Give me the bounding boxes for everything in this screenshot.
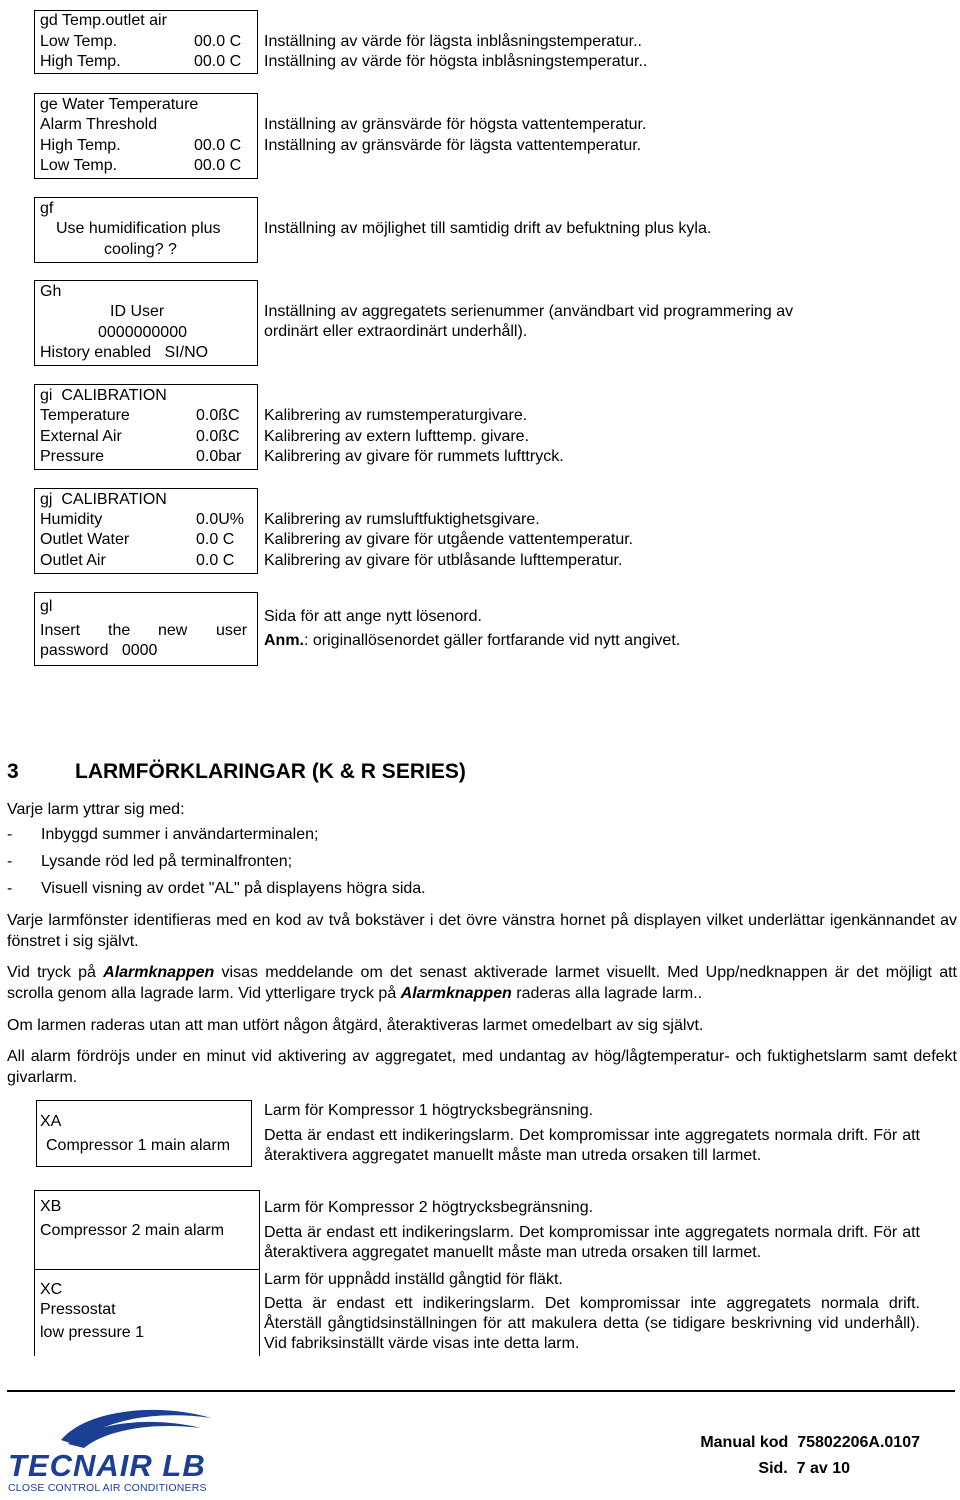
setting-description: Inställning av gränsvärde för högsta vattentemperatur. <box>264 116 647 133</box>
setting-label: Pressure <box>40 448 105 465</box>
setting-label: External Air <box>40 428 122 445</box>
setting-value: 0.0ßC <box>196 428 240 445</box>
box-line: History enabled SI/NO <box>40 344 209 361</box>
alarm-box-xa <box>36 1100 252 1167</box>
alarm-code: XA <box>40 1113 62 1130</box>
paragraph: Om larmen raderas utan att man utfört någon åtgärd, återaktiveras larmet omedelbart av sig självt. <box>7 1017 704 1034</box>
box-code: gf <box>40 200 54 217</box>
setting-description: Inställning av värde för högsta inblåsningstemperatur.. <box>264 53 648 70</box>
alarm-description: Larm för Kompressor 1 högtrycksbegränsning. <box>264 1102 594 1119</box>
setting-value: 0.0 C <box>196 552 235 569</box>
table-left-border <box>34 1190 35 1356</box>
paragraph: All alarm fördröjs under en minut vid aktivering av aggregatet, med undantag av hög/lågtemperatur- och fuktighetslarm samt defekt givarlarm. <box>7 1048 957 1086</box>
alarm-detail: Detta är endast ett indikeringslarm. Det kompromissar inte aggregatets normala drift. Återställ gångtidsinställningen för att makulera detta (se tidigare beskrivning vid underhåll). Vid fabriksinställt värde visas inte detta larm. <box>264 1295 920 1352</box>
box-title: ge Water Temperature <box>40 96 199 113</box>
setting-description: Kalibrering av givare för utgående vattentemperatur. <box>264 531 634 548</box>
setting-label: Humidity <box>40 511 103 528</box>
setting-description: Inställning av aggregatets serienummer (användbart vid programmering av <box>264 303 794 320</box>
box-code: gl <box>40 598 53 615</box>
setting-description: Inställning av gränsvärde för lägsta vattentemperatur. <box>264 137 642 154</box>
alarm-description: Larm för Kompressor 2 högtrycksbegränsning. <box>264 1199 594 1216</box>
setting-label: Temperature <box>40 407 130 424</box>
setting-value: 00.0 C <box>194 33 242 50</box>
setting-description: Kalibrering av rumsluftfuktighetsgivare. <box>264 511 540 528</box>
box-title: gi CALIBRATION <box>40 387 167 404</box>
box-line: new <box>158 622 188 639</box>
box-title: gd Temp.outlet air <box>40 12 167 29</box>
box-line: 0000000000 <box>98 324 187 341</box>
box-line: ID User <box>110 303 165 320</box>
setting-label: High Temp. <box>40 53 121 70</box>
section-number: 3 <box>7 760 19 783</box>
footer-rule <box>7 1390 955 1392</box>
setting-label: Low Temp. <box>40 33 118 50</box>
list-item: - Visuell visning av ordet "AL" på displayens högra sida. <box>7 880 426 897</box>
setting-value: 00.0 C <box>194 53 242 70</box>
box-code: Gh <box>40 283 62 300</box>
note-label: Anm. <box>264 632 304 649</box>
setting-description: Inställning av möjlighet till samtidig drift av befuktning plus kyla. <box>264 220 712 237</box>
section-heading <box>7 760 466 784</box>
setting-label: Outlet Air <box>40 552 106 569</box>
table-row-divider <box>34 1269 260 1270</box>
box-line: Use humidification plus <box>56 220 221 237</box>
alarm-name: Compressor 2 main alarm <box>40 1222 225 1239</box>
alarm-detail: Detta är endast ett indikeringslarm. Det kompromissar inte aggregatets normala drift. För att återaktivera aggregatet manuellt måste man utreda orsaken till larmet. <box>264 1127 920 1164</box>
logo-wordmark: TECNAIR LB <box>8 1448 206 1483</box>
section-title: LARMFÖRKLARINGAR <box>75 760 306 783</box>
tecnair-logo <box>6 1400 221 1495</box>
list-item: - Lysande röd led på terminalfronten; <box>7 853 293 870</box>
note-text: : originallösenordet gäller fortfarande vid nytt angivet. <box>304 632 681 649</box>
setting-label: High Temp. <box>40 137 121 154</box>
alarm-code: XC <box>40 1281 63 1298</box>
table-right-border <box>259 1190 260 1356</box>
setting-description: Sida för att ange nytt lösenord. <box>264 608 482 625</box>
paragraph: Varje larmfönster identifieras med en kod av två bokstäver i det övre vänstra hornet på displayen vilket underlättar igenkännandet av fönstret i sig självt. <box>7 912 957 950</box>
box-line: Insert <box>40 622 81 639</box>
section-title-suffix: (K & R SERIES) <box>305 760 466 783</box>
setting-value: 0.0 C <box>196 531 235 548</box>
alarm-code: XB <box>40 1198 62 1215</box>
setting-description: Kalibrering av givare för utblåsande lufttemperatur. <box>264 552 623 569</box>
setting-value: 0.0U% <box>196 511 245 528</box>
box-line: cooling? ? <box>104 241 177 258</box>
setting-description: Kalibrering av givare för rummets lufttryck. <box>264 448 564 465</box>
manual-code: Manual kod 75802206A.0107 <box>700 1434 920 1451</box>
box-title: gj CALIBRATION <box>40 491 167 508</box>
alarm-detail: Detta är endast ett indikeringslarm. Det kompromissar inte aggregatets normala drift. För att återaktivera aggregatet manuellt måste man utreda orsaken till larmet. <box>264 1224 920 1261</box>
paragraph: Varje larm yttrar sig med: <box>7 801 185 818</box>
alarm-name: low pressure 1 <box>40 1324 145 1341</box>
setting-description: Inställning av värde för lägsta inblåsningstemperatur.. <box>264 33 642 50</box>
setting-label: Low Temp. <box>40 157 118 174</box>
setting-description: Kalibrering av extern lufttemp. givare. <box>264 428 530 445</box>
page-number: Sid. 7 av 10 <box>758 1460 850 1477</box>
setting-note <box>264 631 680 651</box>
logo-tagline: CLOSE CONTROL AIR CONDITIONERS <box>8 1482 207 1494</box>
box-line: the <box>108 622 131 639</box>
setting-description: ordinärt eller extraordinärt underhåll). <box>264 323 528 340</box>
table-top-border <box>34 1190 260 1191</box>
setting-description: Kalibrering av rumstemperaturgivare. <box>264 407 528 424</box>
setting-value: 00.0 C <box>194 137 242 154</box>
alarm-name: Pressostat <box>40 1301 116 1318</box>
box-line: password 0000 <box>40 642 158 659</box>
list-item: - Inbyggd summer i användarterminalen; <box>7 826 319 843</box>
paragraph: Vid tryck på Alarmknappen visas meddelande om det senast aktiverade larmet visuellt. Med Upp/nedknappen är det möjligt att scrolla genom alla lagrade larm. Vid ytterligare tryck på Alarmknappen raderas alla lagrade larm.. <box>7 964 957 1002</box>
box-subtitle: Alarm Threshold <box>40 116 158 133</box>
setting-value: 0.0bar <box>196 448 242 465</box>
box-line: user <box>216 622 248 639</box>
alarm-name: Compressor 1 main alarm <box>46 1137 231 1154</box>
setting-label: Outlet Water <box>40 531 130 548</box>
alarm-description: Larm för uppnådd inställd gångtid för fläkt. <box>264 1271 563 1288</box>
setting-value: 00.0 C <box>194 157 242 174</box>
setting-value: 0.0ßC <box>196 407 240 424</box>
